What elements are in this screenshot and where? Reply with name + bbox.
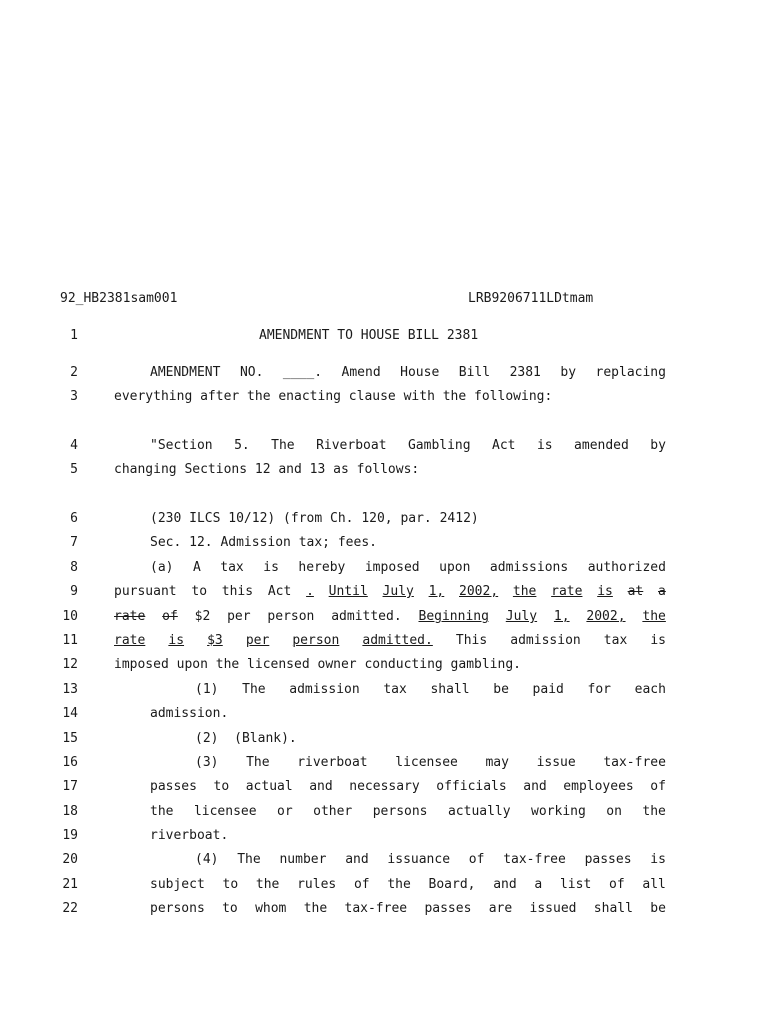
line-text xyxy=(150,510,479,528)
word: may xyxy=(485,755,509,770)
line-number: 1 xyxy=(70,328,78,343)
word: persons xyxy=(372,804,428,819)
word: licensee xyxy=(193,804,257,819)
line-text xyxy=(114,583,666,601)
line-text xyxy=(114,656,521,674)
line-text xyxy=(150,705,228,723)
word: tax xyxy=(603,633,628,648)
text-line xyxy=(0,559,770,577)
document-id: 92_HB2381sam001 xyxy=(60,291,178,306)
word: imposed xyxy=(364,560,420,575)
word: tax-free xyxy=(503,852,566,867)
word: A xyxy=(192,560,201,575)
line-text xyxy=(114,632,666,650)
word: the xyxy=(255,877,280,892)
line-number: 22 xyxy=(62,901,78,916)
line-text xyxy=(195,851,666,869)
word: issue xyxy=(536,755,576,770)
word: passes xyxy=(424,901,472,916)
word: all xyxy=(642,877,666,892)
word: upon xyxy=(439,560,471,575)
word: $2 xyxy=(194,609,211,624)
word: each xyxy=(634,682,666,697)
inserted-text: per xyxy=(245,633,270,648)
word: to xyxy=(222,901,238,916)
line-number: 6 xyxy=(70,511,78,526)
line-text xyxy=(150,876,666,894)
line-number: 17 xyxy=(62,779,78,794)
word: to xyxy=(222,877,239,892)
word: pursuant xyxy=(114,584,177,599)
word: of xyxy=(353,877,370,892)
word: of xyxy=(650,779,666,794)
line-number: 13 xyxy=(62,682,78,697)
word: whom xyxy=(255,901,287,916)
word: (3) xyxy=(195,755,219,770)
inserted-text: . xyxy=(306,584,314,599)
line-number: 5 xyxy=(70,462,78,477)
word: authorized xyxy=(587,560,666,575)
line-text xyxy=(150,827,228,845)
word: and xyxy=(309,779,333,794)
word: tax-free xyxy=(603,755,666,770)
text-line xyxy=(0,388,770,406)
word: issued xyxy=(529,901,577,916)
inserted-text: Until xyxy=(328,584,368,599)
word: tax xyxy=(220,560,244,575)
word: are xyxy=(488,901,513,916)
deleted-text: a xyxy=(658,584,666,599)
line-number: 3 xyxy=(70,389,78,404)
line-number: 12 xyxy=(62,657,78,672)
word: by xyxy=(650,438,666,453)
word: is xyxy=(650,633,666,648)
word: admission xyxy=(289,682,360,697)
word: replacing xyxy=(595,365,666,380)
word: subject xyxy=(150,877,205,892)
word: and xyxy=(523,779,547,794)
inserted-text: admitted. xyxy=(362,633,433,648)
inserted-text: 2002, xyxy=(459,584,499,599)
text-line xyxy=(0,510,770,528)
word: actual xyxy=(245,779,293,794)
word: amended xyxy=(574,438,629,453)
word: (a) xyxy=(150,560,174,575)
text-line xyxy=(0,632,770,650)
lrb-number: LRB9206711LDtmam xyxy=(468,291,594,306)
word: admissions xyxy=(489,560,569,575)
inserted-text: July xyxy=(382,584,414,599)
text-line xyxy=(0,461,770,479)
word: Board, xyxy=(428,877,476,892)
word: necessary xyxy=(349,779,420,794)
word: hereby xyxy=(298,560,346,575)
word: 5. xyxy=(234,438,250,453)
word: admitted. xyxy=(331,609,402,624)
line-text xyxy=(150,778,666,796)
text-line xyxy=(0,827,770,845)
word: working xyxy=(531,804,586,819)
word: Amend xyxy=(341,365,381,380)
line-text xyxy=(150,534,377,552)
word: licensee xyxy=(395,755,458,770)
word: of xyxy=(468,852,485,867)
line-number: 2 xyxy=(70,365,78,380)
word: issuance xyxy=(387,852,451,867)
text-segment: admission. xyxy=(150,706,229,721)
word: of xyxy=(609,877,625,892)
word: on xyxy=(606,804,622,819)
word: riverboat xyxy=(297,755,368,770)
word: passes xyxy=(150,779,197,794)
line-text xyxy=(150,437,666,455)
deleted-text: of xyxy=(162,609,178,624)
line-text xyxy=(259,327,478,345)
word: Riverboat xyxy=(316,438,387,453)
word: Act xyxy=(267,584,292,599)
inserted-text: 1, xyxy=(553,609,570,624)
word: to xyxy=(213,779,230,794)
line-number: 16 xyxy=(62,755,78,770)
inserted-text: 2002, xyxy=(586,609,626,624)
deleted-text: rate xyxy=(114,609,146,624)
word: this xyxy=(221,584,254,599)
word: passes xyxy=(584,852,632,867)
word: employees xyxy=(563,779,634,794)
inserted-text: July xyxy=(505,609,538,624)
word: tax xyxy=(383,682,407,697)
word: the xyxy=(303,901,328,916)
word: paid xyxy=(532,682,564,697)
deleted-text: at xyxy=(627,584,644,599)
inserted-text: is xyxy=(597,584,613,599)
line-text xyxy=(114,461,419,479)
word: officials xyxy=(436,779,507,794)
word: is xyxy=(263,560,279,575)
word: or xyxy=(277,804,293,819)
line-number: 8 xyxy=(70,560,78,575)
word: the xyxy=(642,804,666,819)
inserted-text: rate xyxy=(551,584,583,599)
word: shall xyxy=(593,901,633,916)
word: (4) xyxy=(195,852,219,867)
inserted-text: 1, xyxy=(428,584,445,599)
inserted-text: Beginning xyxy=(418,609,489,624)
word: and xyxy=(345,852,369,867)
text-line xyxy=(0,851,770,869)
word: rules xyxy=(297,877,337,892)
line-number: 10 xyxy=(62,609,78,624)
word: AMENDMENT xyxy=(150,365,221,380)
text-line xyxy=(0,656,770,674)
text-segment: AMENDMENT TO HOUSE BILL 2381 xyxy=(259,328,479,343)
line-number: 15 xyxy=(62,731,78,746)
word: is xyxy=(650,852,666,867)
line-number: 9 xyxy=(70,584,78,599)
line-text xyxy=(114,608,666,626)
word: Bill xyxy=(458,365,491,380)
text-segment: imposed upon the licensed owner conducting gambling. xyxy=(114,657,521,672)
text-segment: (2) (Blank). xyxy=(195,731,297,746)
text-line xyxy=(0,681,770,699)
line-text xyxy=(114,388,552,406)
line-text xyxy=(195,681,666,699)
text-line xyxy=(0,364,770,382)
word: tax-free xyxy=(344,901,408,916)
text-segment: riverboat. xyxy=(150,828,229,843)
line-number: 4 xyxy=(70,438,78,453)
text-line xyxy=(0,730,770,748)
word: to xyxy=(191,584,208,599)
word: per xyxy=(227,609,251,624)
word: actually xyxy=(447,804,511,819)
word: "Section xyxy=(150,438,213,453)
line-text xyxy=(195,730,297,748)
word: list xyxy=(559,877,592,892)
inserted-text: person xyxy=(292,633,340,648)
line-text xyxy=(150,900,666,918)
word: by xyxy=(560,365,577,380)
word: House xyxy=(400,365,440,380)
line-number: 21 xyxy=(62,877,78,892)
line-text xyxy=(150,803,666,821)
word: ____. xyxy=(282,365,323,380)
text-line xyxy=(0,876,770,894)
word: Gambling xyxy=(407,438,471,453)
inserted-text: $3 xyxy=(207,633,223,648)
word: is xyxy=(536,438,553,453)
text-line xyxy=(0,437,770,455)
word: for xyxy=(587,682,611,697)
text-segment: everything after the enacting clause with the following: xyxy=(114,389,553,404)
text-line xyxy=(0,608,770,626)
word: person xyxy=(267,609,315,624)
word: the xyxy=(150,804,174,819)
text-line xyxy=(0,754,770,772)
text-line xyxy=(0,803,770,821)
word: the xyxy=(387,877,411,892)
word: This xyxy=(455,633,488,648)
word: The xyxy=(246,755,270,770)
word: a xyxy=(534,877,543,892)
line-number: 18 xyxy=(62,804,78,819)
word: number xyxy=(279,852,327,867)
word: 2381 xyxy=(509,365,541,380)
word: The xyxy=(237,852,261,867)
word: shall xyxy=(430,682,470,697)
line-number: 11 xyxy=(62,633,78,648)
line-number: 19 xyxy=(62,828,78,843)
line-number: 20 xyxy=(62,852,78,867)
text-line xyxy=(0,534,770,552)
word: The xyxy=(271,438,295,453)
word: The xyxy=(242,682,266,697)
inserted-text: rate xyxy=(114,633,146,648)
text-line xyxy=(0,778,770,796)
word: be xyxy=(650,901,666,916)
word: Act xyxy=(492,438,516,453)
word: (1) xyxy=(195,682,219,697)
line-text xyxy=(150,364,666,382)
text-line xyxy=(0,705,770,723)
word: be xyxy=(493,682,509,697)
word: admission xyxy=(510,633,581,648)
text-segment: (230 ILCS 10/12) (from Ch. 120, par. 2412) xyxy=(150,511,479,526)
line-text xyxy=(195,754,666,772)
inserted-text: the xyxy=(642,609,666,624)
text-segment: changing Sections 12 and 13 as follows: xyxy=(114,462,420,477)
word: NO. xyxy=(239,365,264,380)
inserted-text: is xyxy=(168,633,185,648)
word: persons xyxy=(150,901,205,916)
line-number: 7 xyxy=(70,535,78,550)
text-line xyxy=(0,900,770,918)
text-line xyxy=(0,327,770,345)
text-segment: Sec. 12. Admission tax; fees. xyxy=(150,535,377,550)
line-number: 14 xyxy=(62,706,78,721)
line-text xyxy=(150,559,666,577)
word: other xyxy=(313,804,353,819)
inserted-text: the xyxy=(512,584,537,599)
word: and xyxy=(493,877,517,892)
text-line xyxy=(0,583,770,601)
